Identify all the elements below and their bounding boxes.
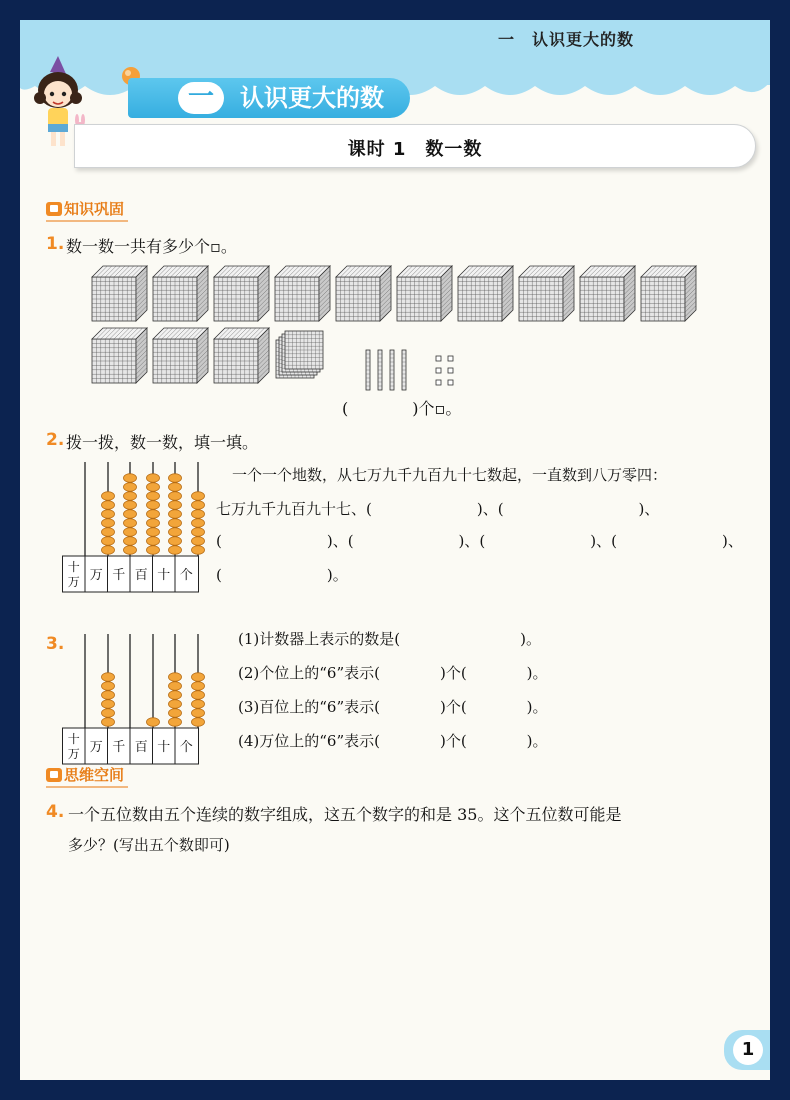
place-label: 千 [112, 568, 126, 583]
ten-rod [402, 350, 406, 390]
hundred-flat [285, 331, 323, 369]
bead [102, 546, 115, 555]
lightbulb-icon [46, 768, 62, 782]
bead [192, 501, 205, 510]
bead [169, 510, 182, 519]
ten-rod [390, 350, 394, 390]
bead [124, 537, 137, 546]
question-text: 拨一拨，数一数，填一填。 [66, 433, 259, 452]
thousand-cube [153, 328, 208, 383]
bead [124, 519, 137, 528]
running-header: 一 认识更大的数 [498, 30, 635, 49]
section-label: 知识巩固 [64, 200, 125, 218]
one-cube [448, 356, 453, 361]
bead [169, 700, 182, 709]
abacus-counter [62, 632, 202, 761]
one-cube [448, 380, 453, 385]
bead [192, 519, 205, 528]
sub-question: (2)个位上的“6”表示( )个( )。 [238, 664, 548, 682]
bead [169, 528, 182, 537]
bead [102, 537, 115, 546]
thousand-cube [92, 328, 147, 383]
place-label: 十 [157, 740, 171, 755]
question-text: 一个五位数由五个连续的数字组成，这五个数字的和是 35。这个五位数可能是 [68, 805, 622, 824]
page-number-tab [724, 1030, 770, 1070]
section-thinking-space [46, 764, 128, 788]
question-text: 数一数一共有多少个▫。 [66, 237, 237, 256]
instruction-line: 一个一个地数，从七万九千九百九十七数起，一直数到八万零四： [232, 466, 668, 484]
bead [124, 510, 137, 519]
bead [192, 691, 205, 700]
bead [147, 718, 160, 727]
bead [169, 691, 182, 700]
bead [147, 510, 160, 519]
thousand-cube [519, 266, 574, 321]
bead [124, 483, 137, 492]
place-label: 万 [67, 747, 80, 761]
ten-rod [378, 350, 382, 390]
thousand-cube [336, 266, 391, 321]
bead [102, 682, 115, 691]
bead [102, 718, 115, 727]
house-icon [46, 202, 62, 216]
thousand-cube [641, 266, 696, 321]
bead [102, 709, 115, 718]
place-label: 万 [89, 740, 103, 755]
fill-blank-line: ( )。 [216, 566, 348, 584]
bead [124, 474, 137, 483]
place-label: 万 [89, 568, 103, 583]
question-number: 1. [46, 234, 65, 254]
place-label: 万 [67, 575, 80, 589]
bead [147, 546, 160, 555]
bead [169, 673, 182, 682]
base-ten-blocks [90, 264, 710, 394]
bead [124, 501, 137, 510]
bead [192, 492, 205, 501]
thousand-cube [92, 266, 147, 321]
bead [124, 546, 137, 555]
question-number: 2. [46, 430, 65, 450]
bead [169, 682, 182, 691]
bead [192, 682, 205, 691]
place-label: 个 [179, 568, 193, 583]
bead [169, 537, 182, 546]
bead [147, 501, 160, 510]
thousand-cube [397, 266, 452, 321]
bead [102, 519, 115, 528]
chapter-title: 认识更大的数 [240, 84, 384, 112]
one-cube [436, 380, 441, 385]
bead [147, 483, 160, 492]
bead [102, 691, 115, 700]
bead [102, 501, 115, 510]
question-number: 4. [46, 802, 65, 822]
one-cube [436, 368, 441, 373]
place-label: 百 [134, 568, 148, 583]
ten-rod [366, 350, 370, 390]
bead [169, 501, 182, 510]
thousand-cube [214, 266, 269, 321]
bead [192, 718, 205, 727]
bead [192, 528, 205, 537]
fill-blank-line: ( )、( )、( )、( )、 [216, 532, 743, 550]
bead [169, 709, 182, 718]
sub-question: (1)计数器上表示的数是( )。 [238, 630, 541, 648]
question-number: 3. [46, 634, 65, 654]
bead [169, 483, 182, 492]
thousand-cube [275, 266, 330, 321]
bead [102, 700, 115, 709]
bead [147, 519, 160, 528]
bead [192, 510, 205, 519]
answer-line: ( )个▫。 [342, 399, 462, 418]
bead [192, 537, 205, 546]
bead [192, 673, 205, 682]
place-label: 十 [157, 568, 171, 583]
bead [102, 673, 115, 682]
bead [147, 474, 160, 483]
bead [169, 718, 182, 727]
bead [192, 709, 205, 718]
bead [192, 546, 205, 555]
one-cube [436, 356, 441, 361]
bead [169, 492, 182, 501]
bead [192, 700, 205, 709]
lesson-header [74, 124, 756, 168]
place-label: 百 [134, 740, 148, 755]
thousand-cube [458, 266, 513, 321]
bead [169, 546, 182, 555]
bead [102, 492, 115, 501]
place-label: 十 [67, 560, 80, 574]
thousand-cube [580, 266, 635, 321]
place-label: 十 [67, 732, 80, 746]
chapter-banner [128, 78, 410, 118]
page-number: 1 [733, 1035, 763, 1065]
sub-question: (3)百位上的“6”表示( )个( )。 [238, 698, 548, 716]
bead [124, 492, 137, 501]
sub-question: (4)万位上的“6”表示( )个( )。 [238, 732, 548, 750]
lesson-title: 课时 1 数一数 [347, 139, 483, 160]
bead [147, 528, 160, 537]
place-label: 千 [112, 740, 126, 755]
abacus-counter [62, 460, 202, 589]
chapter-number: 一 [178, 82, 224, 114]
thousand-cube [153, 266, 208, 321]
bead [124, 528, 137, 537]
thousand-cube [214, 328, 269, 383]
bead [102, 510, 115, 519]
section-knowledge-review [46, 198, 128, 222]
bead [102, 528, 115, 537]
bead [147, 537, 160, 546]
question-text: 多少？(写出五个数即可) [68, 836, 230, 854]
bead [147, 492, 160, 501]
workbook-page [20, 20, 770, 1080]
place-label: 个 [179, 740, 193, 755]
bead [169, 519, 182, 528]
bead [169, 474, 182, 483]
fill-blank-line: 七万九千九百九十七、( )、( )、 [216, 500, 660, 518]
one-cube [448, 368, 453, 373]
section-label: 思维空间 [64, 766, 125, 784]
